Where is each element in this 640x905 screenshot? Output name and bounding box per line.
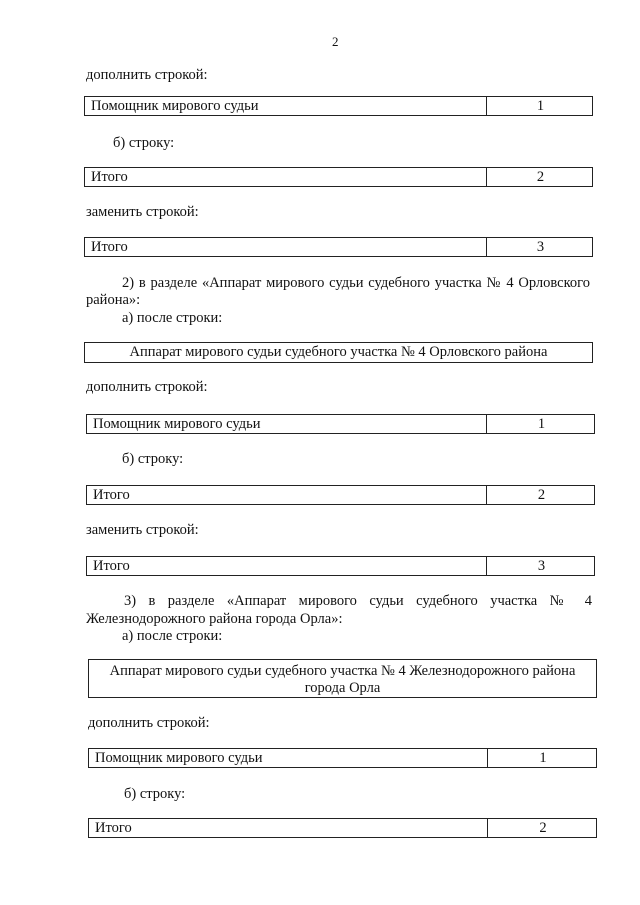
header-label: Аппарат мирового судьи судебного участка № 4 Орловского района xyxy=(129,344,548,360)
table-row-total xyxy=(84,237,593,257)
table-row-assistant xyxy=(86,414,595,434)
table-row-total xyxy=(88,818,597,838)
table-header-row xyxy=(84,342,593,363)
paragraph-section-2: 2) в разделе «Аппарат мирового судьи судебного участка № 4 Орловского xyxy=(122,275,590,291)
row-label: Итого xyxy=(91,239,128,255)
row-label: Итого xyxy=(93,558,130,574)
row-value: 2 xyxy=(536,169,545,185)
table-row-total xyxy=(84,167,593,187)
table-row-assistant xyxy=(84,96,593,116)
header-label: Аппарат мирового судьи судебного участка № 4 Железнодорожного района xyxy=(109,663,576,679)
paragraph-section-3-cont: Железнодорожного района города Орла»: xyxy=(86,611,343,627)
paragraph-replace-row: заменить строкой: xyxy=(86,522,199,538)
row-label: Помощник мирового судьи xyxy=(95,750,263,766)
row-label: Итого xyxy=(93,487,130,503)
paragraph-b-row: б) строку: xyxy=(122,451,184,467)
paragraph-add-row: дополнить строкой: xyxy=(88,715,210,731)
paragraph-a-after-row: а) после строки: xyxy=(122,628,223,644)
row-value: 3 xyxy=(537,558,546,574)
row-label: Итого xyxy=(91,169,128,185)
table-row-total xyxy=(86,556,595,576)
row-value: 2 xyxy=(537,487,546,503)
paragraph-add-row: дополнить строкой: xyxy=(86,67,208,83)
paragraph-replace-row: заменить строкой: xyxy=(86,204,199,220)
row-value: 1 xyxy=(537,416,546,432)
paragraph-b-row: б) строку: xyxy=(124,786,186,802)
table-header-row xyxy=(88,659,597,698)
paragraph-section-3: 3) в разделе «Аппарат мирового судьи судебного участка № 4 xyxy=(124,593,592,609)
row-label: Помощник мирового судьи xyxy=(93,416,261,432)
row-value: 2 xyxy=(539,820,547,836)
paragraph-add-row: дополнить строкой: xyxy=(86,379,208,395)
header-label-cont: города Орла xyxy=(304,680,381,696)
table-row-total xyxy=(86,485,595,505)
paragraph-section-2-cont: района»: xyxy=(86,292,141,308)
paragraph-a-after-row: а) после строки: xyxy=(122,310,223,326)
page-number: 2 xyxy=(332,34,339,49)
row-value: 1 xyxy=(539,750,547,766)
row-label: Итого xyxy=(95,820,132,836)
table-row-assistant xyxy=(88,748,597,768)
row-value: 1 xyxy=(536,98,545,114)
row-label: Помощник мирового судьи xyxy=(91,98,259,114)
paragraph-b-row: б) строку: xyxy=(113,135,175,151)
row-value: 3 xyxy=(536,239,545,255)
